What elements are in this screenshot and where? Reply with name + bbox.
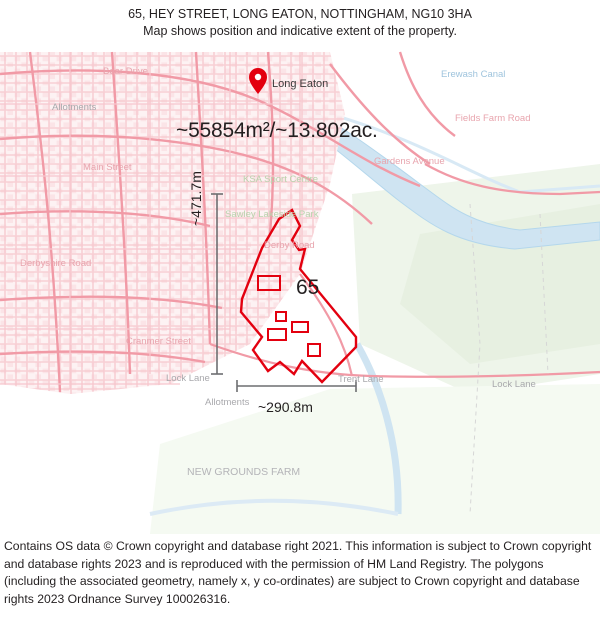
map-label: Sawley Lakeside Park <box>225 209 319 220</box>
map-label: Bear Drive <box>103 66 148 77</box>
copyright-notice: Contains OS data © Crown copyright and database right 2021. This information is subject to Crown copyright and database rights 2023 and is reproduced with the permission of HM Land Registry. The polygons (including the associated geometry, namely x, y co-ordinates) are subject to Crown copyright and database rights 2023 Ordnance Survey 100026316. <box>4 539 592 606</box>
page-subtitle: Map shows position and indicative extent of the property. <box>143 24 457 38</box>
map-label: Derby Road <box>264 240 315 251</box>
map-label: Main Street <box>83 162 132 173</box>
plot-number-label: 65 <box>296 276 320 299</box>
vertical-dimension-label: ~471.7m <box>188 171 204 226</box>
map-label: Erewash Canal <box>441 69 506 80</box>
map-label: Allotments <box>205 397 250 408</box>
page-title: 65, HEY STREET, LONG EATON, NOTTINGHAM, NG10 3HA <box>128 7 472 21</box>
map-label: Cranmer Street <box>126 336 191 347</box>
map-label: Derbyshire Road <box>20 258 92 269</box>
map-label: Lock Lane <box>166 373 210 384</box>
map-canvas[interactable] <box>0 44 600 534</box>
map-label: Allotments <box>52 102 97 113</box>
horizontal-dimension-label: ~290.8m <box>258 399 313 415</box>
map-label: NEW GROUNDS FARM <box>187 466 301 478</box>
map-label: Fields Farm Road <box>455 113 531 124</box>
map-label: KSA Sport Centre <box>243 174 318 185</box>
map-label: Lock Lane <box>492 379 536 390</box>
map-label: Trent Lane <box>338 374 384 385</box>
place-marker-label: Long Eaton <box>272 78 329 90</box>
map-label: Gardens Avenue <box>374 156 445 167</box>
area-measurement-label: ~55854m²/~13.802ac. <box>176 119 378 142</box>
page-header <box>0 0 600 44</box>
